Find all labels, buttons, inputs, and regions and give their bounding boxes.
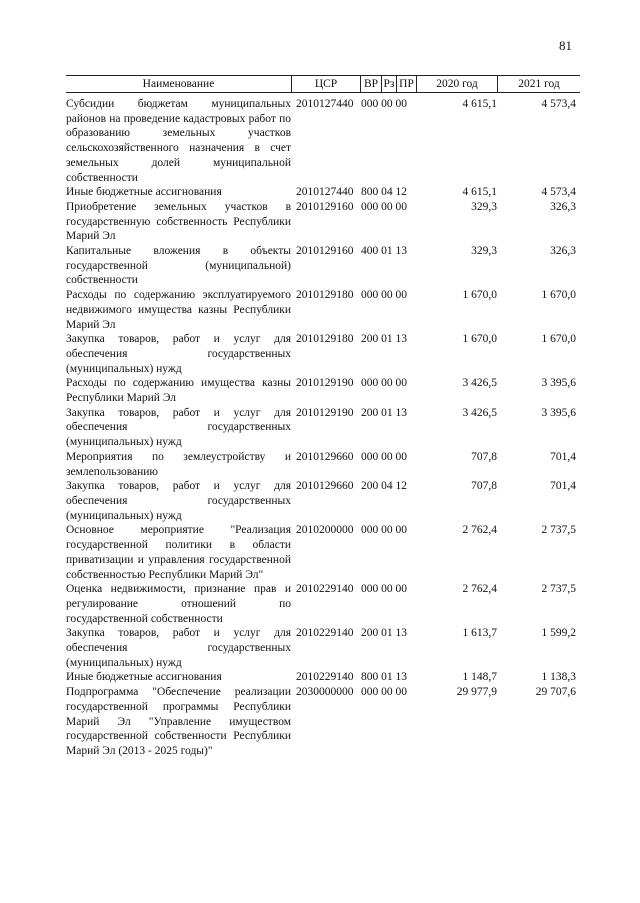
- row-name: Закупка товаров, работ и услуг для обеспечения государственных (муниципальных) нужд: [66, 480, 291, 522]
- budget-table: [66, 75, 580, 759]
- row-value-2020: 707,8: [471, 450, 497, 463]
- table-row: [66, 406, 580, 450]
- row-value-2020: 4 615,1: [462, 98, 497, 110]
- row-codes: 000 00 00: [361, 377, 407, 390]
- table-row: [66, 97, 580, 185]
- row-value-2021: 701,4: [550, 480, 576, 493]
- row-csr: 2010129660: [296, 450, 354, 463]
- row-csr: 2010129160: [296, 200, 354, 213]
- table-row: [66, 450, 580, 479]
- row-name: Расходы по содержанию эксплуатируемого недвижимого имущества казны Республики Марий Эл: [66, 289, 291, 331]
- row-codes: 000 00 00: [361, 524, 407, 537]
- header-2020: 2020 год: [416, 76, 497, 92]
- row-name: Приобретение земельных участков в государственную собственность Республики Марий Эл: [66, 200, 291, 243]
- table-row: [66, 376, 580, 405]
- row-value-2020: 1 670,0: [462, 333, 497, 346]
- row-name: Иные бюджетные ассигнования: [66, 671, 222, 684]
- row-name: Субсидии бюджетам муниципальных районов на проведение кадастровых работ по образованию земельных участков сельскохозяйственного назначения в счет земельных долей муниципальной собственности: [66, 98, 291, 184]
- header-name: Наименование: [142, 78, 215, 90]
- table-row: [66, 244, 580, 288]
- row-csr: 2010129190: [296, 377, 354, 390]
- row-value-2021: 3 395,6: [541, 377, 576, 390]
- header-rz: Рз: [381, 76, 396, 92]
- row-csr: 2010129160: [296, 245, 354, 258]
- header-2021: 2021 год: [497, 76, 580, 92]
- page-number: 81: [559, 38, 572, 53]
- header-pr: ПР: [396, 76, 416, 92]
- row-codes: 000 00 00: [361, 686, 407, 699]
- row-name: Основное мероприятие "Реализация государственной политики в области приватизации и управления государственной собственностью Республики Марий Эл": [66, 524, 291, 581]
- row-value-2020: 707,8: [471, 480, 497, 493]
- row-value-2021: 3 395,6: [541, 406, 576, 419]
- row-name: Капитальные вложения в объекты государственной (муниципальной) собственности: [66, 245, 291, 287]
- row-codes: 000 00 00: [361, 583, 407, 596]
- row-csr: 2010229140: [296, 583, 354, 596]
- row-value-2020: 4 615,1: [462, 186, 497, 199]
- row-value-2020: 29 977,9: [456, 686, 497, 699]
- row-codes: 800 01 13: [361, 671, 407, 684]
- table-row: [66, 523, 580, 582]
- table-row: [66, 479, 580, 523]
- row-value-2021: 326,3: [550, 200, 576, 213]
- row-csr: 2010129180: [296, 289, 354, 302]
- row-value-2021: 29 707,6: [535, 686, 576, 699]
- row-value-2020: 3 426,5: [462, 406, 497, 419]
- row-value-2020: 1 613,7: [462, 627, 497, 640]
- row-value-2020: 2 762,4: [462, 524, 497, 537]
- row-codes: 200 01 13: [361, 627, 407, 640]
- row-value-2020: 3 426,5: [462, 377, 497, 390]
- row-csr: 2010229140: [296, 671, 354, 684]
- table-row: [66, 332, 580, 376]
- header-vr: ВР: [360, 76, 381, 92]
- table-row: [66, 582, 580, 626]
- table-row: [66, 288, 580, 332]
- row-csr: 2010127440: [296, 186, 354, 199]
- row-value-2021: 326,3: [550, 245, 576, 258]
- row-csr: 2030000000: [296, 686, 354, 699]
- row-csr: 2010129190: [296, 406, 354, 419]
- table-body: [66, 97, 580, 759]
- row-codes: 000 00 00: [361, 289, 407, 302]
- row-value-2021: 2 737,5: [541, 583, 576, 596]
- row-codes: 800 04 12: [361, 186, 407, 199]
- row-value-2020: 329,3: [471, 200, 497, 213]
- header-csr: ЦСР: [291, 76, 360, 92]
- row-value-2021: 2 737,5: [541, 524, 576, 537]
- row-codes: 000 00 00: [361, 450, 407, 463]
- row-value-2020: 1 670,0: [462, 289, 497, 302]
- row-name: Закупка товаров, работ и услуг для обеспечения государственных (муниципальных) нужд: [66, 333, 291, 375]
- row-value-2021: 4 573,4: [541, 98, 576, 110]
- row-value-2021: 1 670,0: [541, 289, 576, 302]
- table-row: [66, 626, 580, 670]
- row-value-2020: 2 762,4: [462, 583, 497, 596]
- row-value-2020: 329,3: [471, 245, 497, 258]
- row-name: Закупка товаров, работ и услуг для обеспечения государственных (муниципальных) нужд: [66, 406, 291, 449]
- row-codes: 200 01 13: [361, 406, 407, 419]
- table-header-row: [66, 75, 580, 93]
- row-name: Иные бюджетные ассигнования: [66, 186, 222, 199]
- row-value-2021: 1 138,3: [541, 671, 576, 684]
- row-value-2021: 1 599,2: [541, 627, 576, 640]
- table-row: [66, 200, 580, 244]
- row-value-2021: 4 573,4: [541, 186, 576, 199]
- row-csr: 2010200000: [296, 524, 354, 537]
- row-codes: 000 00 00: [361, 98, 407, 110]
- row-name: Закупка товаров, работ и услуг для обеспечения государственных (муниципальных) нужд: [66, 627, 291, 669]
- row-csr: 2010229140: [296, 627, 354, 640]
- row-value-2021: 701,4: [550, 450, 576, 463]
- table-row: [66, 185, 580, 200]
- row-csr: 2010127440: [296, 98, 354, 110]
- row-codes: 200 01 13: [361, 333, 407, 346]
- row-codes: 400 01 13: [361, 245, 407, 258]
- row-value-2021: 1 670,0: [541, 333, 576, 346]
- row-name: Мероприятия по землеустройству и землепользованию: [66, 450, 291, 478]
- row-codes: 000 00 00: [361, 200, 407, 213]
- row-csr: 2010129180: [296, 333, 354, 346]
- row-name: Расходы по содержанию имущества казны Республики Марий Эл: [66, 377, 291, 405]
- table-row: [66, 685, 580, 759]
- table-row: [66, 670, 580, 685]
- row-name: Оценка недвижимости, признание прав и регулирование отношений по государственной собственности: [66, 583, 291, 625]
- row-value-2020: 1 148,7: [462, 671, 497, 684]
- row-codes: 200 04 12: [361, 480, 407, 493]
- row-name: Подпрограмма "Обеспечение реализации государственной программы Республики Марий Эл "Управление имуществом государственной собственности Республики Марий Эл (2013 - 2025 годы)": [66, 686, 291, 757]
- row-csr: 2010129660: [296, 480, 354, 493]
